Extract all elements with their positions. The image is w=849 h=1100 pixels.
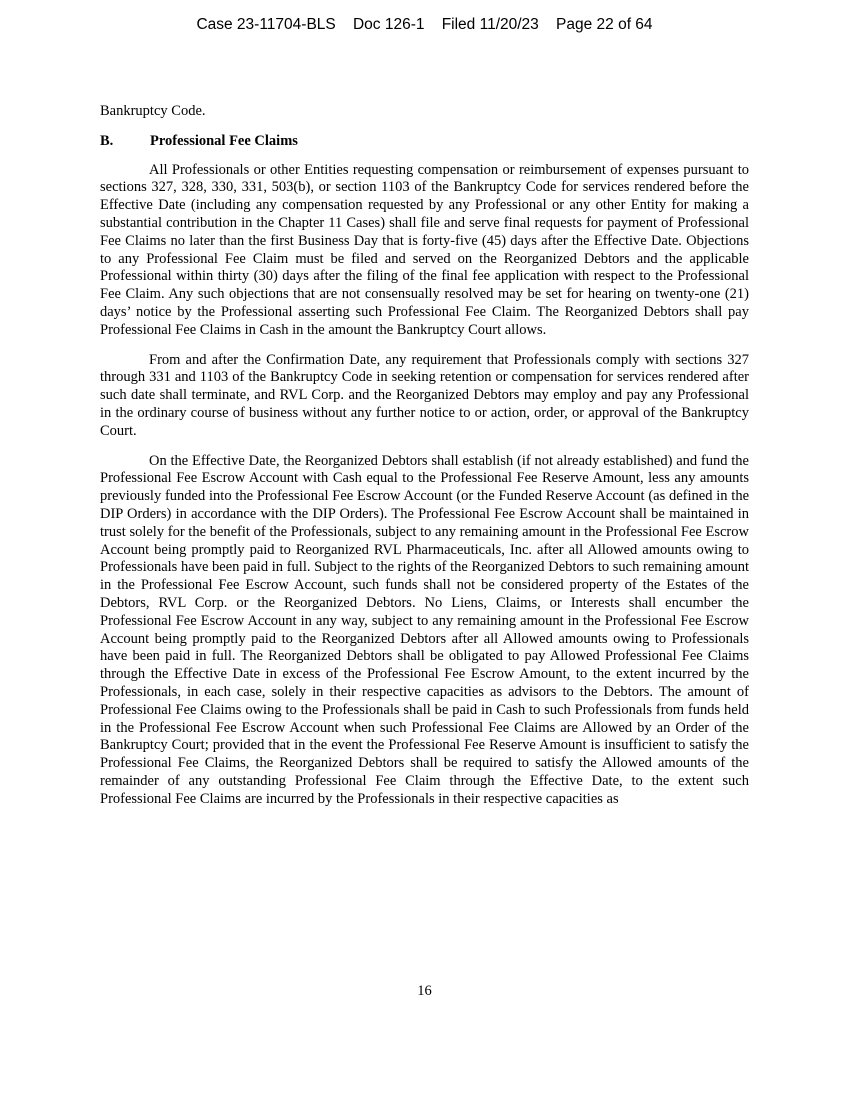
paragraph-fee-requests: All Professionals or other Entities requesting compensation or reimbursement of expenses pursuant to sections 327, 328, 330, 331, 503(b), or section 1103 of the Bankruptcy Code for services rendered before the Effective Date (including any compensation requested by any Professional or any other Entity for making a substantial contribution in the Chapter 11 Cases) shall file and serve final requests for payment of Professional Fee Claims no later than the first Business Day that is forty-five (45) days after the Effective Date. Objections to any Professional Fee Claim must be filed and served on the Reorganized Debtors and the applicable Professional within thirty (30) days after the filing of the final fee application with respect to the Professional Fee Claim. Any such objections that are not consensually resolved may be set for hearing on twenty-one (21) days’ notice by the Professional asserting such Professional Fee Claim. The Reorganized Debtors shall pay Professional Fee Claims in Cash in the amount the Bankruptcy Court allows. bbox=[100, 161, 749, 338]
section-heading bbox=[100, 133, 749, 151]
carried-over-text: Bankruptcy Code. bbox=[100, 103, 206, 119]
document-body bbox=[100, 103, 749, 808]
paragraph-escrow-account: On the Effective Date, the Reorganized Debtors shall establish (if not already established) and fund the Professional Fee Escrow Account with Cash equal to the Professional Fee Reserve Amount, less any amounts previously funded into the Professional Fee Escrow Account (or the Funded Reserve Account (as defined in the DIP Orders) in accordance with the DIP Orders). The Professional Fee Escrow Account shall be maintained in trust solely for the benefit of the Professionals, subject to any remaining amount in the Professional Fee Escrow Account being promptly paid to Reorganized RVL Pharmaceuticals, Inc. after all Allowed amounts owing to Professionals have been paid in full. Subject to the rights of the Reorganized Debtors to such remaining amount in the Professional Fee Escrow Account, such funds shall not be considered property of the Estates of the Debtors, RVL Corp. or the Reorganized Debtors. No Liens, Claims, or Interests shall encumber the Professional Fee Escrow Account in any way, subject to any remaining amount in the Professional Fee Escrow Account being promptly paid to the Reorganized Debtors after all Allowed amounts owing to Professionals have been paid in full. The Reorganized Debtors shall be obligated to pay Allowed Professional Fee Claims through the Effective Date in excess of the Professional Fee Escrow Amount, to the extent incurred by the Professionals, in each case, solely in their respective capacities as advisors to the Debtors. The amount of Professional Fee Claims owing to the Professionals shall be paid in Cash to such Professionals from funds held in the Professional Fee Escrow Account when such Professional Fee Claims are Allowed by an Order of the Bankruptcy Court; provided that in the event the Professional Fee Reserve Amount is insufficient to satisfy the Professional Fee Claims, the Reorganized Debtors shall be required to satisfy the Allowed amounts of the remainder of any outstanding Professional Fee Claim through the Effective Date, to the extent such Professional Fee Claims are incurred by the Professionals in their respective capacities as bbox=[100, 452, 749, 807]
paragraph-post-confirmation: From and after the Confirmation Date, any requirement that Professionals comply with sections 327 through 331 and 1103 of the Bankruptcy Code in seeking retention or compensation for services rendered after such date shall terminate, and RVL Corp. and the Reorganized Debtors may employ and pay any Professional in the ordinary course of business without any further notice to or action, order, or approval of the Bankruptcy Court. bbox=[100, 351, 749, 439]
page-number: 16 bbox=[417, 983, 432, 999]
case-filing-header: Case 23-11704-BLS Doc 126-1 Filed 11/20/23 Page 22 of 64 bbox=[196, 16, 653, 33]
section-letter: B. bbox=[100, 132, 114, 149]
section-title: Professional Fee Claims bbox=[150, 132, 298, 149]
